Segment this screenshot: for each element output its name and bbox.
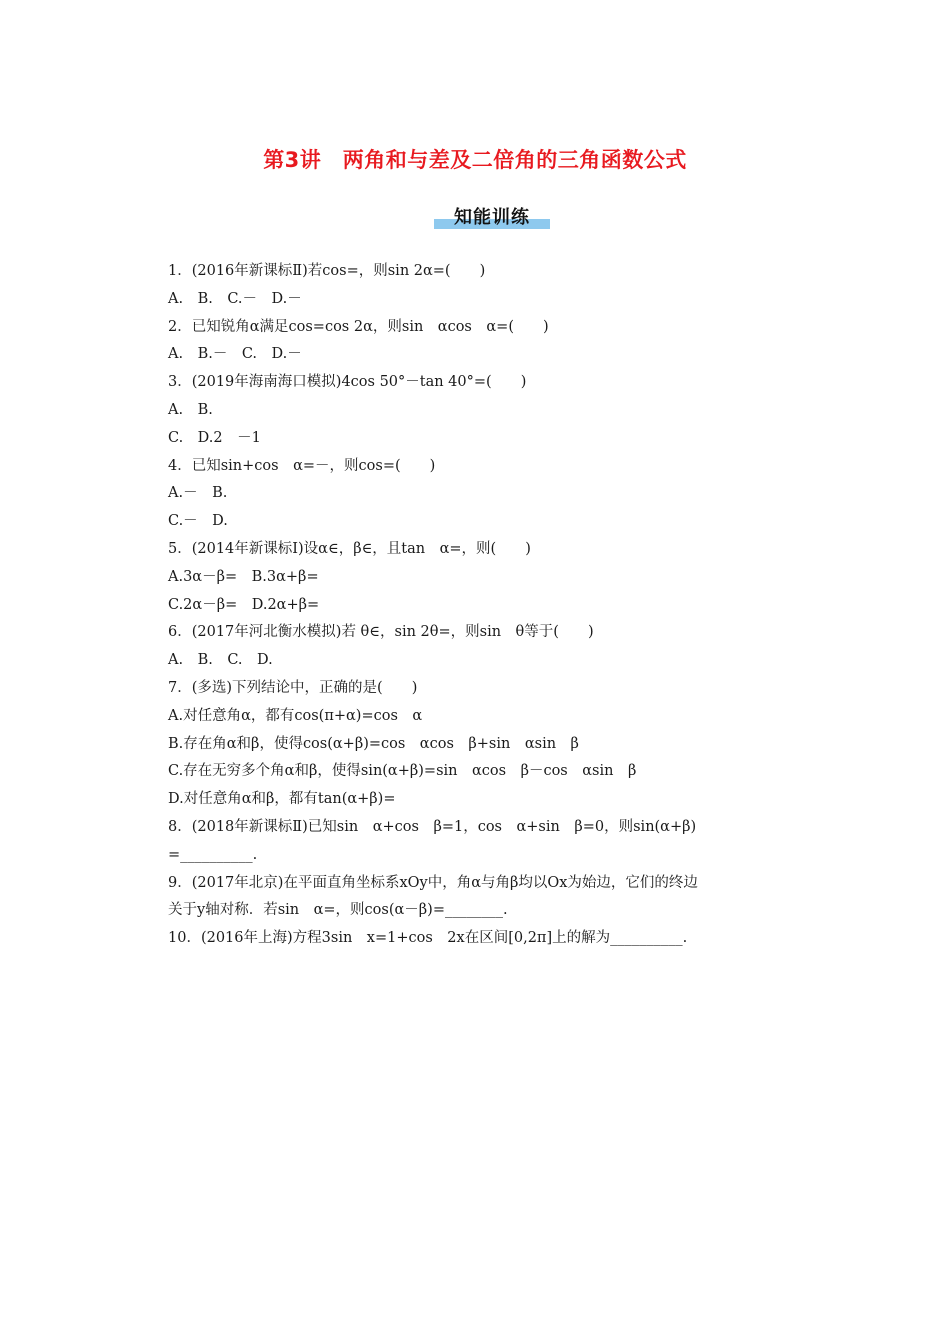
question-10: 10．(2016年上海)方程3sin x=1+cos 2x在区间[0,2π]上的解为__________. — [168, 930, 688, 947]
question-7-option-a: A.对任意角α，都有cos(π+α)=cos α — [168, 707, 423, 724]
question-9: 9．(2017年北京)在平面直角坐标系xOy中，角α与角β均以Ox为始边，它们的终边 — [168, 874, 698, 891]
exercise-list — [168, 258, 818, 953]
question-5-options-cd: C.2α－β= D.2α+β= — [168, 596, 320, 613]
question-8: 8．(2018年新课标Ⅱ)已知sin α+cos β=1，cos α+sin β=0，则sin(α+β) — [168, 818, 697, 835]
question-7-option-b: B.存在角α和β，使得cos(α+β)=cos αcos β+sin αsin β — [168, 735, 579, 752]
question-4-options-cd: C.－ D. — [168, 513, 228, 530]
question-3-options-ab: A. B. — [168, 401, 213, 418]
question-6: 6．(2017年河北衡水模拟)若 θ∈，sin 2θ=，则sin θ等于( ) — [168, 624, 594, 641]
question-1: 1．(2016年新课标Ⅱ)若cos=，则sin 2α=( ) — [168, 263, 486, 279]
question-3: 3．(2019年海南海口模拟)4cos 50°－tan 40°=( ) — [168, 374, 527, 391]
question-4: 4．已知sin+cos α=－，则cos=( ) — [168, 457, 436, 474]
question-4-options-ab: A.－ B. — [168, 485, 228, 502]
question-2: 2．已知锐角α满足cos=cos 2α，则sin αcos α=( ) — [168, 318, 549, 335]
section-badge — [434, 203, 550, 229]
question-6-options: A. B. C. D. — [168, 652, 273, 669]
question-7: 7．(多选)下列结论中，正确的是( ) — [168, 679, 418, 696]
page-title: 第3讲 两角和与差及二倍角的三角函数公式 — [263, 148, 687, 172]
question-1-options: A. B. C.－ D.－ — [168, 290, 302, 307]
question-3-options-cd: C. D.2 －1 — [168, 429, 261, 446]
section-badge-label: 知能训练 — [454, 207, 530, 228]
question-5-options-ab: A.3α－β= B.3α+β= — [168, 568, 319, 585]
question-7-option-c: C.存在无穷多个角α和β，使得sin(α+β)=sin αcos β－cos αsin β — [168, 763, 637, 780]
question-8-blank: =__________. — [168, 846, 258, 863]
question-5: 5．(2014年新课标Ⅰ)设α∈，β∈，且tan α=，则( ) — [168, 540, 531, 557]
question-2-options: A. B.－ C. D.－ — [168, 346, 302, 363]
question-9-continued: 关于y轴对称．若sin α=，则cos(α－β)=________. — [168, 902, 508, 919]
question-7-option-d: D.对任意角α和β，都有tan(α+β)= — [168, 791, 396, 808]
